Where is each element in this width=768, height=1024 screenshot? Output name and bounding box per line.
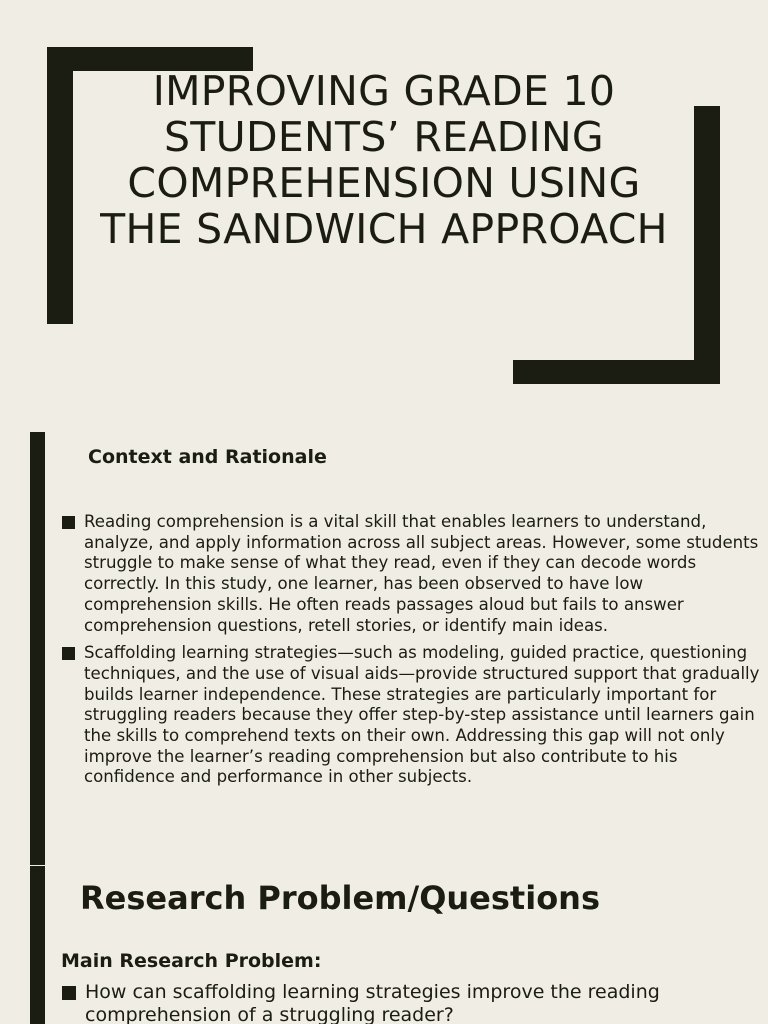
- corner-bracket-bottom-right-vertical: [694, 106, 720, 384]
- square-bullet-icon: [62, 516, 75, 529]
- bullet-text: How can scaffolding learning strategies improve the reading comprehension of a struggling reader?: [85, 981, 660, 1024]
- corner-bracket-top-left-vertical: [47, 47, 73, 324]
- section-heading: Research Problem/Questions: [80, 879, 600, 917]
- left-accent-bar: [30, 866, 45, 1024]
- subheading: Main Research Problem:: [61, 950, 322, 972]
- square-bullet-icon: [62, 986, 76, 1000]
- bullet-text: Reading comprehension is a vital skill that enables learners to understand, analyze, and apply information across all subject areas. However, some students struggle to make sense of what they read, even if they can decode words correctly. In this study, one learner, has been observed to have low comprehension skills. He often reads passages aloud but fails to answer comprehension questions, retell stories, or identify main ideas.: [84, 512, 759, 635]
- left-accent-bar: [30, 432, 45, 865]
- research-slide: [0, 866, 768, 1024]
- list-item: [62, 512, 762, 636]
- slide-title: IMPROVING GRADE 10 STUDENTS’ READING COMPREHENSION USING THE SANDWICH APPROACH: [100, 67, 668, 253]
- bullet-list: [62, 512, 762, 795]
- list-item: [62, 981, 752, 1024]
- bullet-list: [62, 981, 752, 1024]
- corner-bracket-bottom-right-horizontal: [513, 360, 720, 384]
- title-slide: [0, 0, 768, 432]
- section-heading: Context and Rationale: [88, 446, 327, 468]
- context-slide: [0, 432, 768, 865]
- bullet-text: Scaffolding learning strategies—such as modeling, guided practice, questioning techniques, and the use of visual aids—provide structured support that gradually builds learner independence. These strategies are particularly important for struggling readers because they offer step-by-step assistance until learners gain the skills to comprehend texts on their own. Addressing this gap will not only improve the learner’s reading comprehension but also contribute to his confidence and performance in other subjects.: [84, 643, 760, 787]
- list-item: [62, 643, 762, 788]
- square-bullet-icon: [62, 647, 75, 660]
